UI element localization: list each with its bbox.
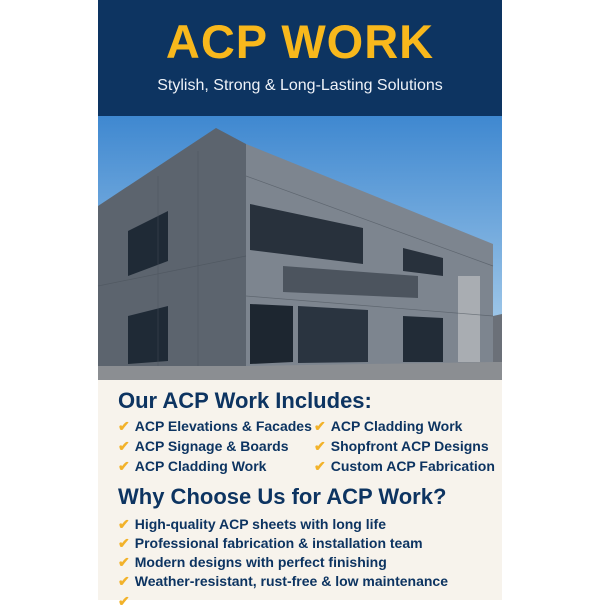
includes-item (118, 418, 312, 435)
check-icon: ✔ (118, 573, 130, 589)
item-label: Professional fabrication & installation team (134, 535, 423, 551)
why-item (118, 554, 387, 571)
why-heading: Why Choose Us for ACP Work? (118, 484, 447, 509)
check-icon: ✔ (118, 458, 130, 474)
check-icon: ✔ (118, 418, 130, 434)
item-label: ACP Elevations & Facades (134, 418, 312, 434)
poster (98, 0, 502, 609)
why-item (118, 535, 423, 552)
item-label: Custom ACP Fabrication (330, 458, 495, 474)
includes-heading: Our ACP Work Includes: (118, 388, 372, 413)
includes-item (314, 458, 495, 475)
check-icon: ✔ (314, 438, 326, 454)
item-label: ACP Cladding Work (330, 418, 463, 434)
item-label: ACP Cladding Work (134, 458, 267, 474)
why-item-cut (118, 593, 135, 610)
check-icon: ✔ (314, 418, 326, 434)
check-icon: ✔ (118, 535, 130, 551)
check-icon: ✔ (314, 458, 326, 474)
item-label: Weather-resistant, rust-free & low maintenance (134, 573, 449, 589)
info-section (98, 380, 502, 609)
check-icon: ✔ (118, 554, 130, 570)
why-item (118, 516, 386, 533)
item-label: Modern designs with perfect finishing (134, 554, 387, 570)
check-icon: ✔ (118, 438, 130, 454)
header-banner (98, 0, 502, 116)
includes-item (118, 458, 266, 475)
includes-item (118, 438, 289, 455)
poster-subtitle: Stylish, Strong & Long-Lasting Solutions (157, 77, 443, 94)
item-label: High-quality ACP sheets with long life (134, 516, 386, 532)
why-item (118, 573, 448, 590)
building-photo (98, 116, 502, 380)
poster-title: ACP WORK (165, 15, 435, 68)
includes-item (314, 438, 489, 455)
item-label: ACP Signage & Boards (134, 438, 289, 454)
check-icon: ✔ (118, 593, 130, 609)
includes-item (314, 418, 462, 435)
item-label: Shopfront ACP Designs (330, 438, 489, 454)
check-icon: ✔ (118, 516, 130, 532)
